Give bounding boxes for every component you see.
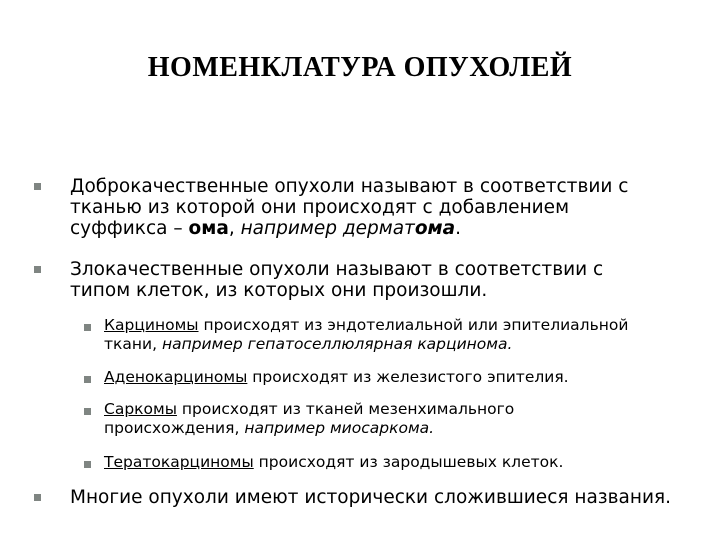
item-line: Многие опухоли имеют исторически сложившиеся названия. [70, 487, 672, 508]
text-span: происходят из тканей мезенхимального [176, 400, 515, 418]
term-adenocarcinoma: Аденокарциномы [104, 368, 248, 386]
text-span: суффикса – [70, 218, 189, 239]
term-sarcoma: Саркомы [104, 400, 177, 418]
square-bullet-icon [84, 461, 91, 468]
item-line [104, 316, 628, 335]
example-suffix-bold: ома [414, 218, 456, 239]
text-span: . [455, 218, 462, 239]
term-carcinoma: Карциномы [104, 316, 199, 334]
item-line: типом клеток, из которых они произошли. [70, 280, 488, 301]
item-line [104, 368, 569, 387]
suffix-bold: ома [188, 218, 229, 239]
example-italic: например дермат [240, 218, 415, 239]
item-line [70, 218, 628, 239]
list-item-malignant [70, 259, 603, 301]
text-span: происходят из железистого эпителия. [247, 368, 569, 386]
square-bullet-icon [34, 183, 41, 190]
square-bullet-icon [34, 266, 41, 273]
text-span: происходят из зародышевых клеток. [253, 453, 564, 471]
item-line [104, 453, 563, 472]
square-bullet-icon [84, 408, 91, 415]
item-line: Злокачественные опухоли называют в соответствии с [70, 259, 604, 280]
text-span: ткани, [104, 335, 162, 353]
list-item-historical [70, 487, 671, 508]
page-title: НОМЕНКЛАТУРА ОПУХОЛЕЙ [147, 52, 573, 83]
sub-item-carcinoma [104, 316, 628, 354]
square-bullet-icon [84, 324, 91, 331]
text-span: происхождения, [104, 419, 245, 437]
sub-item-adenocarcinoma [104, 368, 569, 387]
item-line [104, 419, 514, 438]
sub-item-sarcoma [104, 400, 514, 438]
sub-item-teratocarcinoma [104, 453, 563, 472]
text-span: происходят из эндотелиальной или эпителиальной [198, 316, 629, 334]
example-italic: например гепатоселлюлярная карцинома. [161, 335, 513, 353]
item-line [104, 400, 514, 419]
item-line: Доброкачественные опухоли называют в соответствии с [70, 176, 629, 197]
square-bullet-icon [84, 376, 91, 383]
example-italic: например миосаркома. [244, 419, 435, 437]
list-item-benign [70, 176, 628, 239]
item-line [104, 335, 628, 354]
square-bullet-icon [34, 494, 41, 501]
text-span: , [228, 218, 241, 239]
term-teratocarcinoma: Тератокарциномы [104, 453, 254, 471]
item-line: тканью из которой они происходят с добавлением [70, 197, 570, 218]
